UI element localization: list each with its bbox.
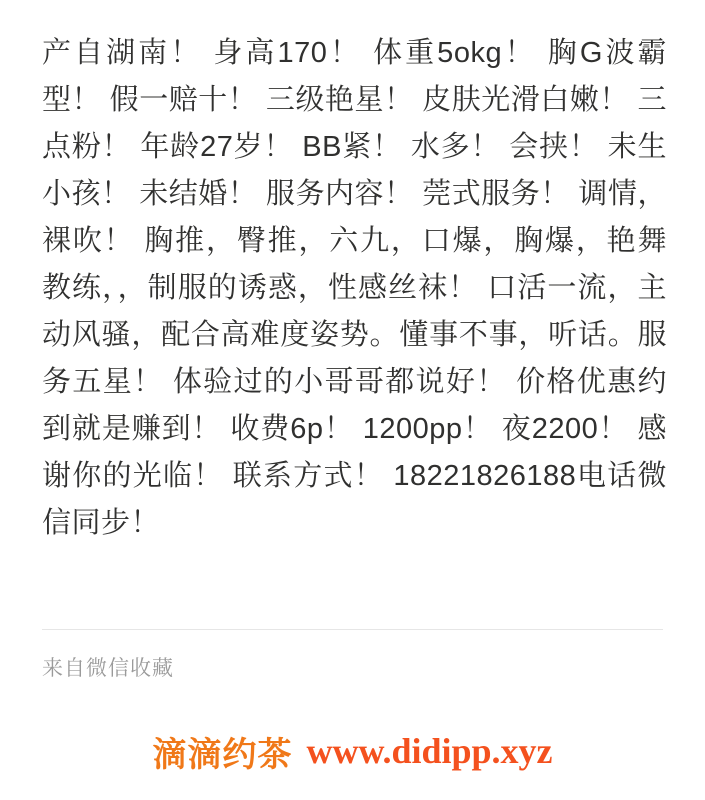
content-spacer (0, 547, 705, 629)
article-body-text: 产自湖南！ 身高170！ 体重5okg！ 胸G波霸型！ 假一赔十！ 三级艳星！ 皮肤光滑白嫩！ 三点粉！ 年龄27岁！ BB紧！ 水多！ 会挟！ 未生小孩！ 未结婚！ 服务内容！ 莞式服务！ 调情，裸吹！ 胸推，臀推，六九，口爆，胸爆，艳舞教练，，制服的诱惑，性感丝袜！ 口活一流，主动风骚，配合高难度姿势。懂事不事，听话。服务五星！ 体验过的小哥哥都说好！ 价格优惠约到就是赚到！ 收费6p！ 1200pp！ 夜2200！ 感谢你的光临！ 联系方式！ 18221826188电话微信同步！ (42, 37, 667, 539)
promo-url-link[interactable]: www.didipp.xyz (306, 731, 553, 771)
article-footer (0, 629, 705, 708)
source-label: 来自微信收藏 (42, 657, 174, 680)
promo-brand-label: 滴滴约茶 (152, 735, 293, 774)
promo-banner[interactable] (0, 708, 705, 800)
